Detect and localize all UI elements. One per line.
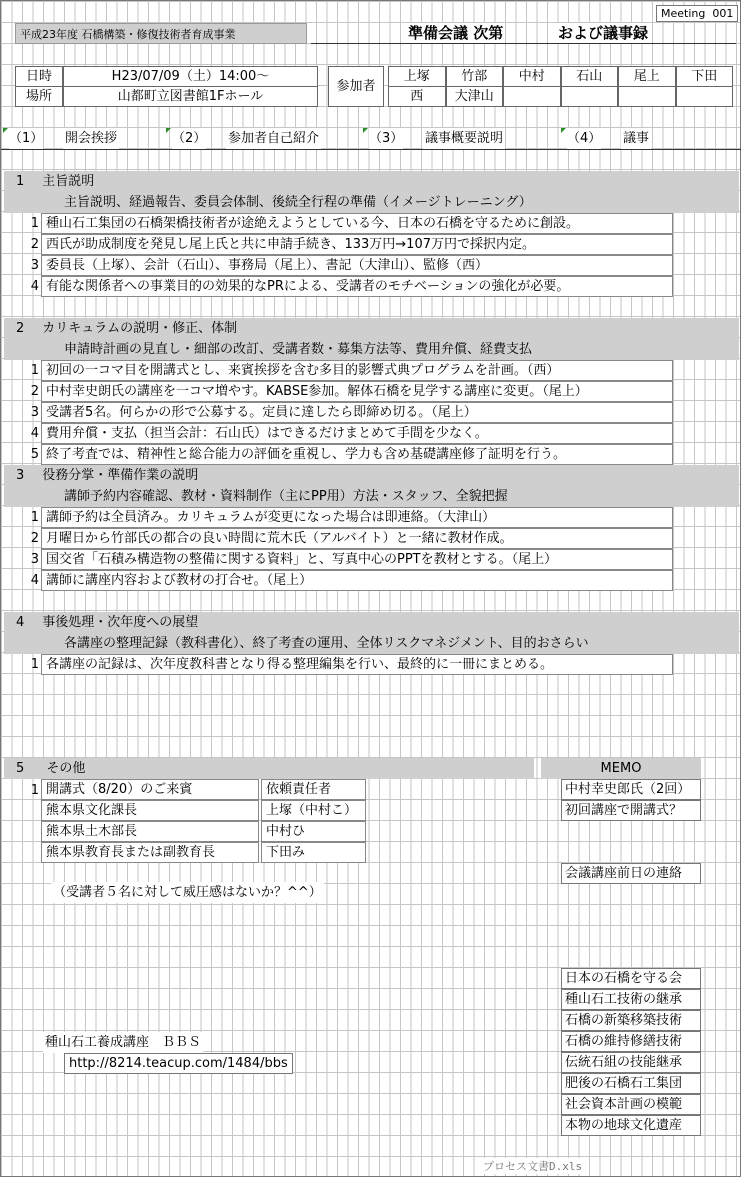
item-text: 講師予約は全員済み。カリキュラムが変更になった場合は即連絡。（大津山） <box>41 507 673 528</box>
item-text: 委員長（上塚）、会計（石山）、事務局（尾上）、書記（大津山）、監修（西） <box>41 255 673 276</box>
agenda-number: （2） <box>172 128 206 149</box>
document-title: 準備会議 次第 <box>408 24 504 42</box>
comment-marker-icon <box>3 128 8 133</box>
memo-title: MEMO <box>541 758 701 779</box>
item-text: 初回の一コマ目を開講式とし、来賓挨拶を含む多目的影響式典プログラムを計画。（西） <box>41 360 673 381</box>
item-number: 4 <box>30 279 39 294</box>
date-label: 日時 <box>15 66 63 87</box>
memo-item: 中村幸史郎氏（2回） <box>561 779 701 800</box>
s3-header <box>4 465 739 486</box>
participant-cell: 中村 <box>503 66 561 87</box>
memo-item: 初回講座で開講式？ <box>561 800 701 821</box>
file-name: プロセス文書D.xls <box>483 1160 583 1173</box>
s1-header <box>4 171 739 192</box>
guest-contact: 中村ひ <box>261 821 366 842</box>
agenda-item-label: 議事 <box>621 128 651 149</box>
section5-title: その他 <box>46 761 86 776</box>
guest-role: 熊本県教育長または副教育長 <box>41 842 259 863</box>
guest-contact: 依頼責任者 <box>261 779 366 800</box>
item-number: 3 <box>30 552 39 567</box>
s2-subtitle: 申請時計画の見直し・細部の改訂、受講者数・募集方法等、費用弁償、経費支払 <box>4 339 739 360</box>
place-value: 山都町立図書館1Fホール <box>63 86 318 107</box>
s4-no: 4 <box>16 615 25 630</box>
item-number: 2 <box>30 237 39 252</box>
date-value: H23/07/09（土）14:00～ <box>63 66 318 87</box>
memo-item: 社会資本計画の模範 <box>561 1094 701 1115</box>
project-name: 平成23年度 石橋構築・修復技術者育成事業 <box>15 23 307 44</box>
meeting-no: 001 <box>712 7 734 20</box>
meeting-label: Meeting <box>661 7 706 20</box>
section5-header <box>4 758 534 779</box>
agenda-item-label: 開会挨拶 <box>63 128 119 149</box>
participant-empty-cell <box>561 86 619 107</box>
item-text: 講師に講座内容および教材の打合せ。（尾上） <box>41 570 673 591</box>
memo-item: 本物の地球文化遺産 <box>561 1115 701 1136</box>
guest-contact: 下田み <box>261 842 366 863</box>
item-text: 終了考査では、精神性と総合能力の評価を重視し、学力も含め基礎講座修了証明を行う。 <box>41 444 673 465</box>
note-text: （受講者５名に対して威圧感はないか？^^） <box>51 882 324 903</box>
s1-title: 主旨説明 <box>42 174 95 189</box>
section5-item-no: 1 <box>30 783 39 798</box>
item-number: 3 <box>30 258 39 273</box>
agenda-item-label: 参加者自己紹介 <box>226 128 321 149</box>
s1-subtitle: 主旨説明、経過報告、委員会体制、後続全行程の準備（イメージトレーニング） <box>4 192 739 213</box>
item-text: 西氏が助成制度を発見し尾上氏と共に申請手続き、133万円→107万円で採択内定。 <box>41 234 673 255</box>
guest-role: 熊本県文化課長 <box>41 800 259 821</box>
memo-item: 石橋の新築移築技術 <box>561 1010 701 1031</box>
participant-cell: 尾上 <box>618 66 676 87</box>
item-text: 中村幸史朗氏の講座を一コマ増やす。KABSE参加。解体石橋を見学する講座に変更。（尾上） <box>41 381 673 402</box>
agenda-number: （4） <box>567 128 601 149</box>
item-text: 有能な関係者への事業目的の効果的なPRによる、受講者のモチベーションの強化が必要。 <box>41 276 673 297</box>
item-number: 2 <box>30 384 39 399</box>
item-text: 月曜日から竹部氏の都合の良い時間に荒木氏（アルバイト）と一緒に教材作成。 <box>41 528 673 549</box>
item-text: 各講座の記録は、次年度教科書となり得る整理編集を行い、最終的に一冊にまとめる。 <box>41 654 673 675</box>
s4-title: 事後処理・次年度への展望 <box>42 615 199 630</box>
s4-header <box>4 612 739 633</box>
item-number: 1 <box>30 510 39 525</box>
guest-contact: 上塚（中村こ） <box>261 800 366 821</box>
s4-subtitle: 各講座の整理記録（教科書化）、終了考査の運用、全体リスクマネジメント、目的おさらい <box>4 633 739 654</box>
s2-no: 2 <box>16 321 25 336</box>
item-number: 4 <box>30 426 39 441</box>
item-number: 1 <box>30 657 39 672</box>
participant-cell: 西 <box>388 86 446 107</box>
participant-empty-cell <box>676 86 734 107</box>
agenda-divider <box>1 149 741 150</box>
item-number: 3 <box>30 405 39 420</box>
title-underline <box>311 43 736 44</box>
place-label: 場所 <box>15 86 63 107</box>
bbs-link[interactable]: http://8214.teacup.com/1484/bbs <box>64 1053 293 1074</box>
memo-item: 石橋の維持修繕技術 <box>561 1031 701 1052</box>
item-number: 1 <box>30 216 39 231</box>
document-subtitle: および議事録 <box>558 24 649 42</box>
item-text: 受講者5名。何らかの形で公募する。定員に達したら即締め切る。（尾上） <box>41 402 673 423</box>
comment-marker-icon <box>363 128 368 133</box>
s3-title: 役務分掌・準備作業の説明 <box>42 468 199 483</box>
participants-label: 参加者 <box>328 66 384 107</box>
item-number: 5 <box>30 447 39 462</box>
participant-cell: 大津山 <box>446 86 504 107</box>
item-text: 種山石工集団の石橋架橋技術者が途絶えようとしている今、日本の石橋を守るために創設。 <box>41 213 673 234</box>
memo-item: 種山石工技術の継承 <box>561 989 701 1010</box>
agenda-number: （1） <box>9 128 43 149</box>
meeting-number <box>656 5 738 22</box>
participant-cell: 石山 <box>561 66 619 87</box>
memo-item: 肥後の石橋石工集団 <box>561 1073 701 1094</box>
comment-marker-icon <box>166 128 171 133</box>
comment-marker-icon <box>561 128 566 133</box>
guest-role: 熊本県土木部長 <box>41 821 259 842</box>
guest-role: 開講式（8/20）のご来賓 <box>41 779 259 800</box>
s2-header <box>4 318 739 339</box>
participant-empty-cell <box>618 86 676 107</box>
section5-no: 5 <box>16 761 25 776</box>
s2-title: カリキュラムの説明・修正、体制 <box>42 321 238 336</box>
memo-item: 日本の石橋を守る会 <box>561 968 701 989</box>
memo-item: 会議講座前日の連絡 <box>561 863 701 884</box>
item-number: 4 <box>30 573 39 588</box>
s1-no: 1 <box>16 174 25 189</box>
item-number: 1 <box>30 363 39 378</box>
participant-empty-cell <box>503 86 561 107</box>
s3-subtitle: 講師予約内容確認、教材・資料制作（主にPP用）方法・スタッフ、全貌把握 <box>4 486 739 507</box>
s3-no: 3 <box>16 468 25 483</box>
item-text: 国交省「石積み構造物の整備に関する資料」と、写真中心のPPTを教材とする。（尾上） <box>41 549 673 570</box>
participant-cell: 上塚 <box>388 66 446 87</box>
participant-cell: 竹部 <box>446 66 504 87</box>
item-text: 費用弁償・支払（担当会計：石山氏）はできるだけまとめて手間を少なく。 <box>41 423 673 444</box>
agenda-item-label: 議事概要説明 <box>423 128 505 149</box>
memo-item: 伝統石組の技能継承 <box>561 1052 701 1073</box>
bbs-title: 種山石工養成講座 ＢＢＳ <box>43 1032 203 1053</box>
item-number: 2 <box>30 531 39 546</box>
agenda-number: （3） <box>369 128 403 149</box>
participant-cell: 下田 <box>676 66 734 87</box>
